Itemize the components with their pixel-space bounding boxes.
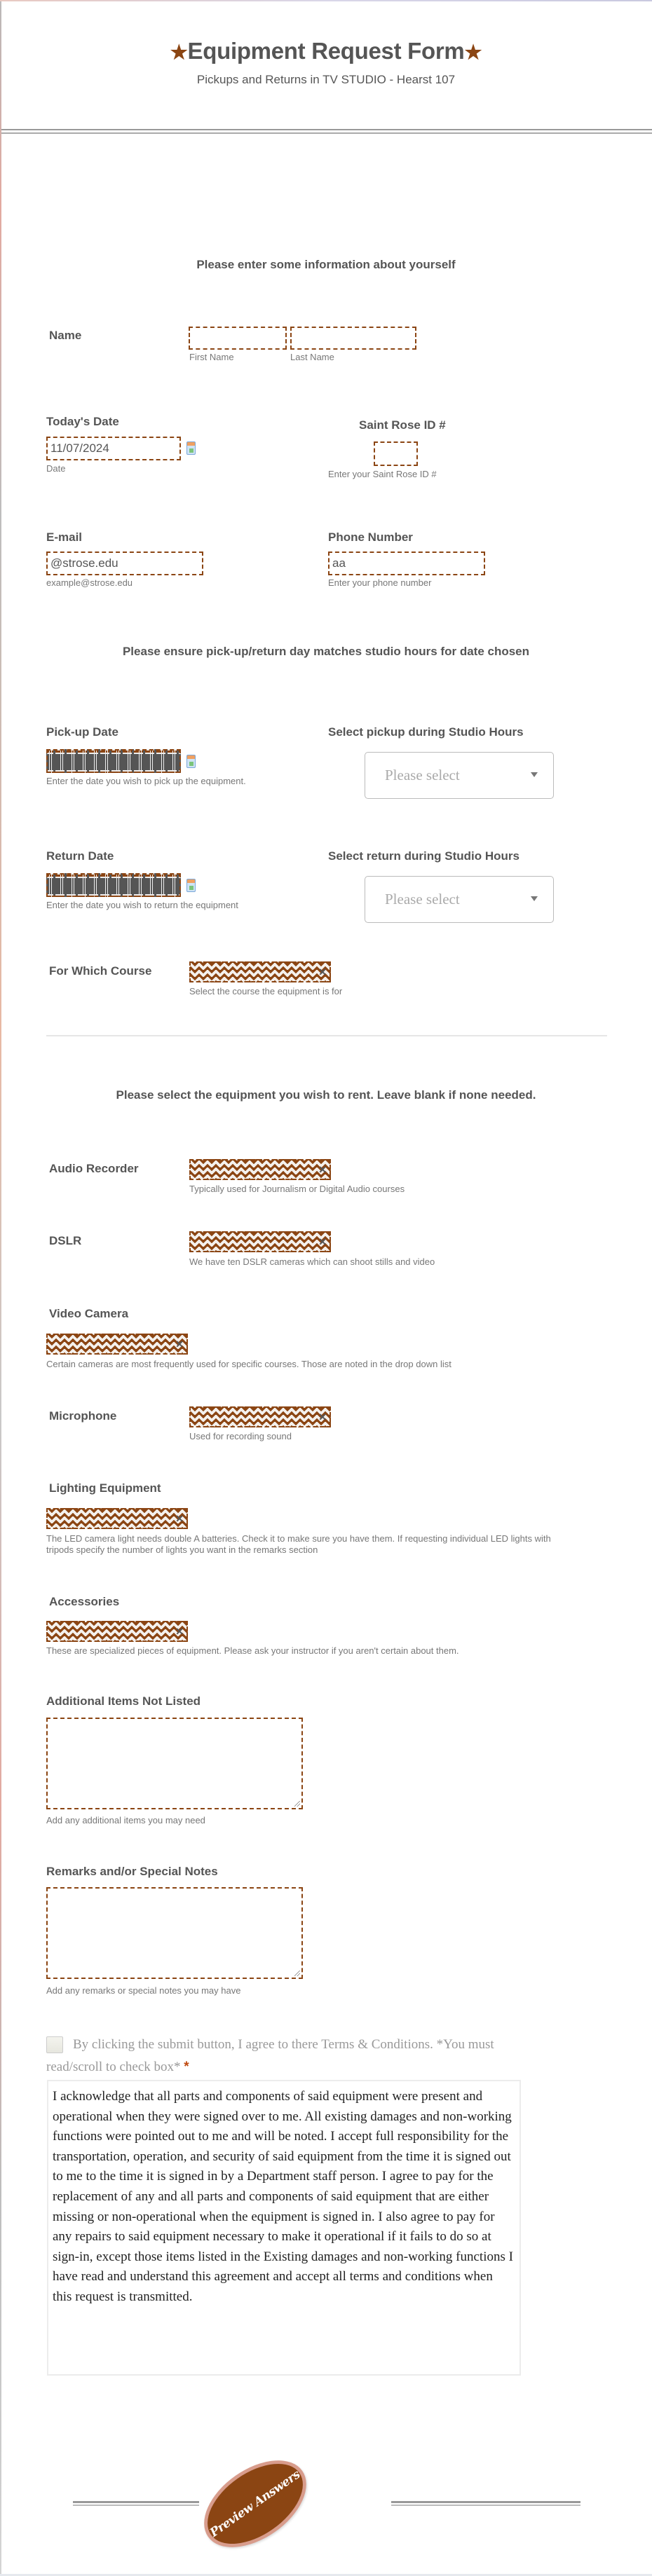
terms-label <box>46 2034 523 2078</box>
accessories-select[interactable] <box>46 1621 188 1642</box>
todays-date-label: Today's Date <box>46 415 119 428</box>
remarks-textarea[interactable] <box>46 1887 303 1979</box>
clear-icon[interactable]: ✕ <box>175 1338 184 1350</box>
header-divider <box>1 129 652 134</box>
star-icon: ★ <box>170 41 188 63</box>
todays-date-input[interactable]: 11/07/2024 <box>46 437 181 460</box>
clear-icon[interactable]: ✕ <box>318 1236 327 1247</box>
form-title-text: Equipment Request Form <box>187 38 465 64</box>
section-heading-about: Please enter some information about yourself <box>196 258 456 271</box>
page-left-edge <box>0 0 1 2576</box>
section-divider <box>46 1035 607 1036</box>
pickup-hours-select[interactable] <box>365 752 554 799</box>
clear-icon[interactable]: ✕ <box>175 1626 184 1637</box>
video-camera-sublabel: Certain cameras are most frequently used for specific courses. Those are noted in the drop down list <box>46 1359 451 1369</box>
pickup-date-label: Pick-up Date <box>46 725 118 739</box>
footer-divider-left <box>73 2501 199 2506</box>
dslr-select[interactable] <box>189 1231 331 1252</box>
preview-answers-button[interactable] <box>189 2443 322 2565</box>
calendar-icon[interactable] <box>186 879 196 892</box>
microphone-sublabel: Used for recording sound <box>189 1431 292 1441</box>
last-name-input[interactable] <box>290 327 416 350</box>
form-subtitle: Pickups and Returns in TV STUDIO - Hearst 107 <box>196 73 456 86</box>
return-date-label: Return Date <box>46 849 114 863</box>
remarks-label: Remarks and/or Special Notes <box>46 1865 218 1878</box>
section-heading-schedule: Please ensure pick-up/return day matches studio hours for date chosen <box>122 645 530 658</box>
audio-recorder-select[interactable] <box>189 1159 331 1180</box>
video-camera-label: Video Camera <box>49 1307 129 1320</box>
required-marker: * <box>184 2060 189 2074</box>
saint-rose-id-sublabel: Enter your Saint Rose ID # <box>328 469 437 479</box>
email-input[interactable]: @strose.edu <box>46 551 203 575</box>
clear-icon[interactable]: ✕ <box>175 1513 184 1524</box>
calendar-icon[interactable] <box>186 755 196 768</box>
chevron-down-icon <box>531 772 538 777</box>
email-label: E-mail <box>46 530 83 544</box>
dslr-label: DSLR <box>49 1234 82 1247</box>
preview-answers-label: Preview Answers <box>208 2467 303 2540</box>
dslr-sublabel: We have ten DSLR cameras which can shoot stills and video <box>189 1256 435 1267</box>
additional-items-sublabel: Add any additional items you may need <box>46 1815 205 1825</box>
audio-recorder-label: Audio Recorder <box>49 1162 139 1175</box>
todays-date-sublabel: Date <box>46 463 66 474</box>
form-header <box>0 0 652 130</box>
pickup-date-input[interactable] <box>46 749 181 773</box>
return-hours-label: Select return during Studio Hours <box>328 849 519 863</box>
form-title <box>0 38 652 64</box>
additional-items-label: Additional Items Not Listed <box>46 1694 201 1708</box>
email-sublabel: example@strose.edu <box>46 577 133 588</box>
saint-rose-id-label: Saint Rose ID # <box>359 418 446 432</box>
microphone-label: Microphone <box>49 1409 117 1423</box>
chevron-down-icon <box>531 896 538 901</box>
section-heading-equipment: Please select the equipment you wish to rent. Leave blank if none needed. <box>116 1088 536 1102</box>
pickup-hours-placeholder: Please select <box>385 767 460 783</box>
lighting-equipment-label: Lighting Equipment <box>49 1481 161 1495</box>
course-sublabel: Select the course the equipment is for <box>189 986 343 996</box>
pickup-hours-label: Select pickup during Studio Hours <box>328 725 524 739</box>
course-select[interactable] <box>189 961 331 982</box>
audio-recorder-sublabel: Typically used for Journalism or Digital Audio courses <box>189 1184 405 1194</box>
first-name-sublabel: First Name <box>189 352 234 362</box>
remarks-sublabel: Add any remarks or special notes you may have <box>46 1985 241 1996</box>
clear-icon[interactable]: ✕ <box>318 966 327 978</box>
terms-scroll-box[interactable]: I acknowledge that all parts and components of said equipment were present and operational when they were signed over to me. All existing damages and non-working functions were pointed out to me and will be noted. I accept full responsibility for the transportation, operation, and security of said equipment from the time it is signed out to me to the time it is signed in by a Department staff person. I agree to pay for the replacement of any and all parts and components of said equipment that are either missing or non-operational when the equipment is signed in. I also agree to pay for any repairs to said equipment necessary to make it operational if it fails to do so at sign-in, except those items listed in the Existing damages and non-working functions I have read and understand this agreement and accept all terms and conditions when this request is transmitted. <box>47 2080 521 2376</box>
clear-icon[interactable]: ✕ <box>318 1411 327 1423</box>
additional-items-textarea[interactable] <box>46 1718 303 1809</box>
star-icon: ★ <box>464 41 482 63</box>
saint-rose-id-input[interactable] <box>374 441 418 466</box>
clear-icon[interactable]: ✕ <box>318 1164 327 1175</box>
calendar-icon[interactable] <box>186 441 196 455</box>
accessories-sublabel: These are specialized pieces of equipment. Please ask your instructor if you aren't certain about them. <box>46 1645 459 1656</box>
terms-label-text: By clicking the submit button, I agree to there Terms & Conditions. *You must read/scroll to check box* <box>46 2037 494 2074</box>
last-name-sublabel: Last Name <box>290 352 334 362</box>
microphone-select[interactable] <box>189 1406 331 1427</box>
accessories-label: Accessories <box>49 1595 120 1608</box>
name-label: Name <box>49 329 82 342</box>
course-label: For Which Course <box>49 964 152 978</box>
phone-sublabel: Enter your phone number <box>328 577 432 588</box>
phone-input[interactable]: aa <box>328 551 485 575</box>
first-name-input[interactable] <box>189 327 287 350</box>
return-hours-select[interactable] <box>365 876 554 923</box>
pickup-date-sublabel: Enter the date you wish to pick up the equipment. <box>46 776 246 786</box>
lighting-equipment-select[interactable] <box>46 1508 188 1529</box>
return-date-input[interactable] <box>46 873 181 897</box>
phone-label: Phone Number <box>328 530 413 544</box>
footer-divider-right <box>391 2501 580 2506</box>
return-date-sublabel: Enter the date you wish to return the equipment <box>46 900 238 910</box>
lighting-equipment-sublabel: The LED camera light needs double A batteries. Check it to make sure you have them. If requesting individual LED lights with tripods specify the number of lights you want in the remarks section <box>46 1533 551 1555</box>
video-camera-select[interactable] <box>46 1334 188 1355</box>
return-hours-placeholder: Please select <box>385 891 460 907</box>
